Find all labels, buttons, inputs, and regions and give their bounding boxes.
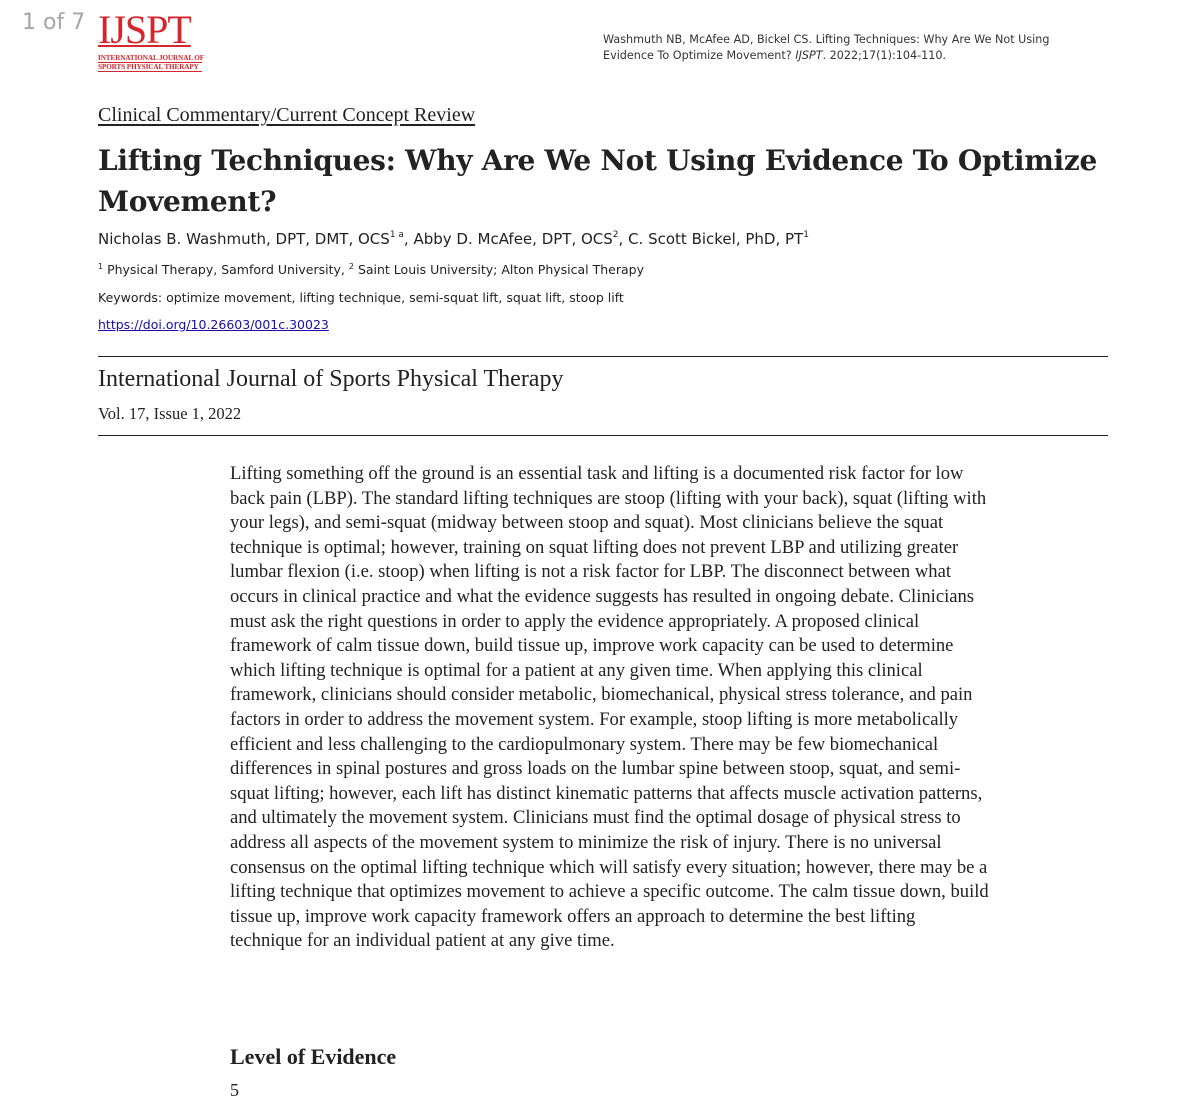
level-of-evidence-value: 5 (230, 1080, 239, 1100)
affiliation-text: Physical Therapy, Samford University, (103, 262, 349, 277)
article-title: Lifting Techniques: Why Are We Not Using Evidence To Optimize Movement? (98, 144, 1097, 218)
logo-subtitle (98, 54, 205, 72)
journal-name: International Journal of Sports Physical Therapy (98, 366, 564, 392)
author-name: C. Scott Bickel, PhD, PT (628, 230, 804, 248)
citation-journal: IJSPT (795, 49, 823, 62)
author-separator: , (403, 230, 414, 248)
logo-wordmark: IJSPT (98, 7, 191, 52)
author-affiliation-marker: 1 a (389, 230, 404, 240)
author-name: Nicholas B. Washmuth, DPT, DMT, OCS (98, 230, 390, 248)
divider-top (98, 356, 1108, 357)
author-separator: , (618, 230, 629, 248)
article-type-label: Clinical Commentary/Current Concept Review (98, 104, 476, 126)
author-affiliation-marker: 2 (612, 230, 619, 240)
author-name: Abby D. McAfee, DPT, OCS (413, 230, 613, 248)
affiliation-text: Saint Louis University; Alton Physical Therapy (353, 262, 644, 277)
affiliation-marker: 1 (98, 262, 104, 271)
author-list (98, 230, 809, 248)
divider-bottom (98, 435, 1108, 436)
level-of-evidence-heading: Level of Evidence (230, 1044, 397, 1069)
doi-link[interactable]: https://doi.org/10.26603/001c.30023 (98, 317, 329, 332)
keywords: Keywords: optimize movement, lifting technique, semi-squat lift, squat lift, stoop lift (98, 290, 624, 305)
affiliation-marker: 2 (348, 262, 354, 271)
journal-logo (98, 7, 205, 72)
citation-prefix: Washmuth NB, McAfee AD, Bickel CS. Lifting Techniques: Why Are We Not Using Evidence To Optimize Movement? (603, 33, 1050, 62)
citation-suffix: . 2022;17(1):104-110. (822, 49, 947, 62)
page-indicator: 1 of 7 (22, 10, 86, 35)
author-affiliation-marker: 1 (803, 230, 809, 240)
affiliations (98, 262, 644, 277)
logo-subtitle-line-2: SPORTS PHYSICAL THERAPY (98, 63, 202, 72)
citation-header (603, 32, 1083, 64)
logo-subtitle-line-1: INTERNATIONAL JOURNAL OF (98, 54, 205, 62)
journal-volume: Vol. 17, Issue 1, 2022 (98, 404, 242, 423)
abstract-text: Lifting something off the ground is an essential task and lifting is a documented risk factor for low back pain (LBP). The standard lifting techniques are stoop (lifting with your back), squat (lifting with your legs), and semi-squat (midway between stoop and squat). Most clinicians believe the squat technique is optimal; however, training on squat lifting does not prevent LBP and utilizing greater lumbar flexion (i.e. stoop) when lifting is not a risk factor for LBP. The disconnect between what occurs in clinical practice and what the evidence suggests has resulted in ongoing debate. Clinicians must ask the right questions in order to apply the evidence appropriately. A proposed clinical framework of calm tissue down, build tissue up, improve work capacity can be used to determine which lifting technique is optimal for a patient at any given time. When applying this clinical framework, clinicians should consider metabolic, biomechanical, physical stress tolerance, and pain factors in order to address the movement system. For example, stoop lifting is more metabolically efficient and less challenging to the cardiopulmonary system. There may be few biomechanical differences in spinal postures and gross loads on the lumbar spine between stoop, squat, and semi-squat lifting; however, each lift has distinct kinematic patterns that affects muscle activation patterns, and ultimately the movement system. Clinicians must find the optimal dosage of physical stress to address all aspects of the movement system to minimize the risk of injury. There is no universal consensus on the optimal lifting technique which will satisfy every situation; however, there may be a lifting technique that optimizes movement to achieve a specific outcome. The calm tissue down, build tissue up, improve work capacity framework offers an approach to determine the best lifting technique for an individual patient at any give time. (230, 463, 989, 952)
